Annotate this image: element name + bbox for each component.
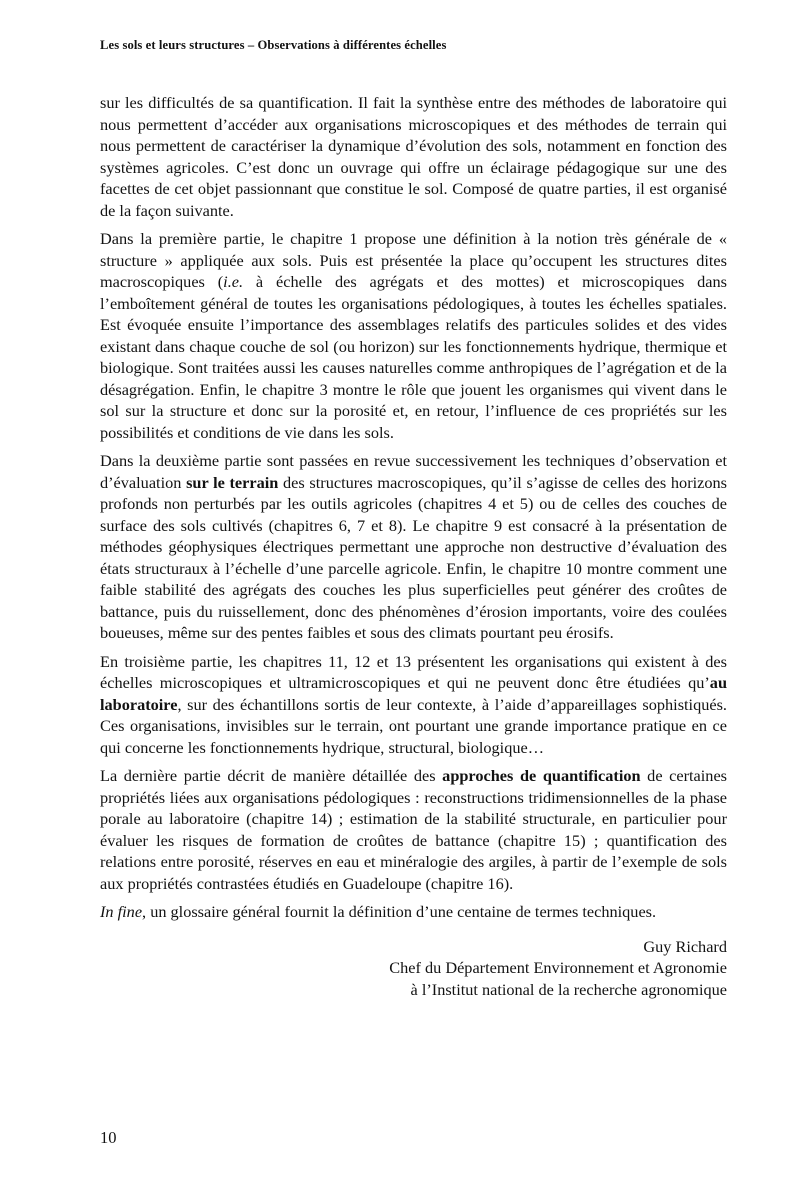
text-run: de certaines propriétés liées aux organisations pédologiques : reconstructions tridimensionnelles de la phase porale au laboratoire (chapitre 14) ; estimation de la stabilité structurale, en particulier pour évaluer les risques de formation de croûtes de battance (chapitre 15) ; quantification des relations entre porosité, réserves en eau et minéralogie des argiles, à partir de l’exemple de sols aux propriétés contrastées étudiés en Guadeloupe (chapitre 16). xyxy=(100,766,728,893)
text-run-bold: au laboratoire xyxy=(100,673,727,714)
paragraph-part-two xyxy=(100,450,727,644)
text-run-italic: i.e. xyxy=(223,272,244,291)
text-run: , sur des échantillons sortis de leur contexte, à l’aide d’appareillages sophistiqués. Ces organisations, invisibles sur le terrain, ont pourtant une grande importance pratique en ce qui concerne les fonctionnements hydrique, structural, biologique… xyxy=(100,694,727,757)
text-run: Dans la deuxième partie sont passées en revue successivement les techniques d’observation et d’évaluation xyxy=(100,451,727,492)
text-run: sur les difficultés de sa quantification. Il fait la synthèse entre des méthodes de laboratoire qui nous permettent d’accéder aux organisations microscopiques et des méthodes de terrain qui nous permettent de caractériser la dynamique d’évolution des sols, notamment en fonction des systèmes agricoles. C’est donc un ouvrage qui offre un éclairage pédagogique sur une des facettes de cet objet passionnant que constitue le sol. Composé de quatre parties, il est organisé de la façon suivante. xyxy=(100,93,727,220)
page-body xyxy=(100,92,727,1000)
text-run-bold: approches de quantification xyxy=(442,766,641,785)
text-run: La dernière partie décrit de manière détaillée des xyxy=(100,766,443,785)
text-run-italic: In fine xyxy=(100,902,143,921)
text-run-bold: sur le terrain xyxy=(186,472,279,492)
paragraph-glossary xyxy=(100,901,727,923)
paragraph-part-three xyxy=(100,651,727,759)
text-run: En troisième partie, les chapitres 11, 12 et 13 présentent les organisations qui existent à des échelles microscopiques et ultramicroscopiques et qui ne peuvent donc être étudiées qu’ xyxy=(100,651,727,692)
running-header: Les sols et leurs structures – Observations à différentes échelles xyxy=(100,38,447,52)
signature-name: Guy Richard xyxy=(643,936,727,956)
text-run: des structures macroscopiques, qu’il s’agisse de celles des horizons profonds non perturbés par les outils agricoles (chapitres 4 et 5) ou de celles des couches de surface des sols cultivés (chapitres 6, 7 et 8). Le chapitre 9 est consacré à la présentation de méthodes géophysiques électriques permettant une approche non destructive d’évaluation des états structuraux à l’échelle d’une parcelle agricole. Enfin, le chapitre 10 montre comment une faible stabilité des agrégats des couches les plus superficielles peut générer des croûtes de battance, puis du ruissellement, donc des phénomènes d’érosion importants, voire des coulées boueuses, même sur des pentes faibles et sous des climats pourtant peu érosifs. xyxy=(100,472,727,642)
signature-block xyxy=(100,936,727,1001)
paragraph-intro xyxy=(100,92,727,221)
signature-role: Chef du Département Environnement et Agronomie xyxy=(389,958,727,977)
text-run: , un glossaire général fournit la définition d’une centaine de termes techniques. xyxy=(142,902,657,921)
text-run: à échelle des agrégats et des mottes) et microscopiques dans l’emboîtement général de toutes les organisations pédologiques, à toutes les échelles spatiales. Est évoquée ensuite l’importance des assemblages relatifs des particules solides et des vides existant dans chaque couche de sol (ou horizon) sur les fonctionnements hydrique, thermique et biologique. Sont traitées aussi les causes naturelles comme anthropiques de l’agrégation et de la désagrégation. Enfin, le chapitre 3 montre le rôle que jouent les organismes qui vivent dans le sol sur la structure et donc sur la porosité et, en retour, l’influence de ces propriétés sur les possibilités et conditions de vie dans les sols. xyxy=(100,272,727,442)
signature-affiliation: à l’Institut national de la recherche agronomique xyxy=(410,979,727,999)
paragraph-part-four xyxy=(100,765,727,894)
text-run: Dans la première partie, le chapitre 1 propose une définition à la notion très générale de « structure » appliquée aux sols. Puis est présentée la place qu’occupent les structures dites macroscopiques ( xyxy=(100,229,727,291)
paragraph-part-one xyxy=(100,228,727,443)
page-number: 10 xyxy=(100,1128,117,1147)
